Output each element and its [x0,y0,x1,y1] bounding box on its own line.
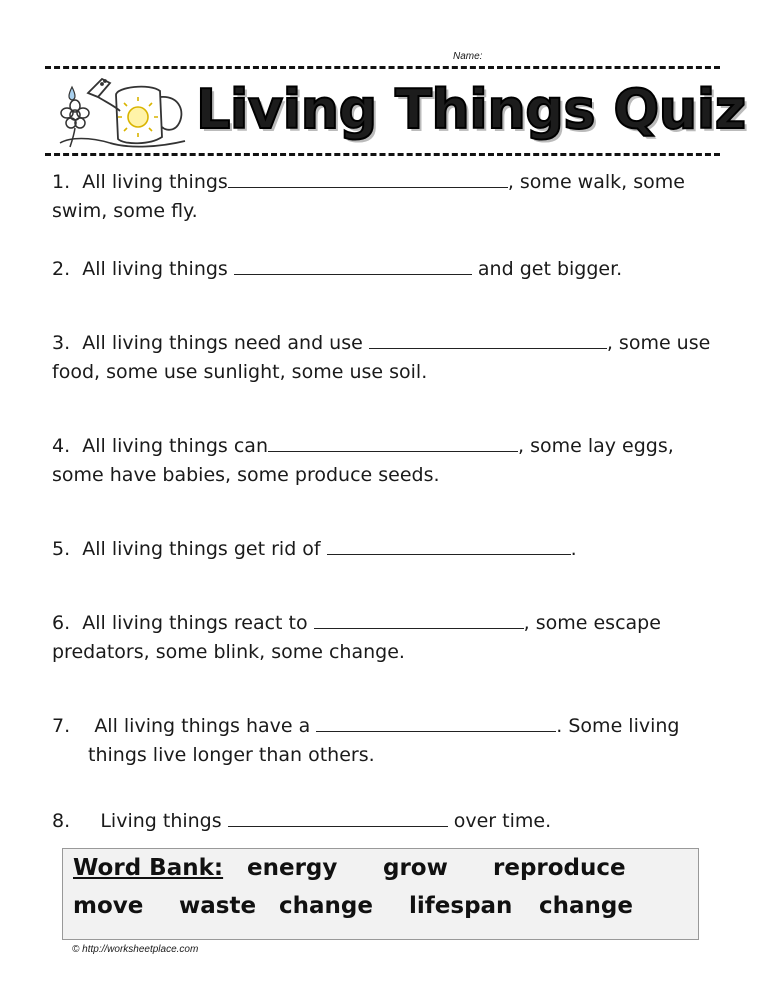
question-text: and get bigger. [471,258,623,280]
answer-blank[interactable] [327,536,571,555]
question-number: 4. [52,435,71,457]
word-bank-word: grow [383,855,448,881]
question-1-line-2: swim, some fly. [52,200,198,222]
word-bank-word: move [73,893,144,919]
question-text: , some use [606,332,711,354]
question-3-line-2: food, some use sunlight, some use soil. [52,361,428,383]
copyright-footer: © http://worksheetplace.com [72,944,199,955]
answer-blank[interactable] [234,256,472,275]
word-bank-word: lifespan [409,893,513,919]
question-text: All living things [82,258,234,280]
word-bank-word: energy [247,855,338,881]
bottom-dashed-divider [45,153,720,156]
question-number: 2. [52,258,71,280]
question-5 [52,535,577,564]
question-text: All living things have a [94,715,317,737]
answer-blank[interactable] [228,169,508,188]
answer-blank[interactable] [369,330,607,349]
water-drop-icon [69,87,75,100]
question-text: All living things need and use [82,332,369,354]
question-text: , some escape [523,612,661,634]
question-2 [52,255,622,284]
question-1 [52,168,685,197]
question-number: 1. [52,171,71,193]
answer-blank[interactable] [268,433,518,452]
top-dashed-divider [45,66,720,69]
question-6 [52,609,661,638]
question-text: All living things [82,171,228,193]
question-7-line-2: things live longer than others. [88,744,375,766]
word-bank [62,848,699,940]
word-bank-word: waste [179,893,257,919]
question-8 [52,807,551,836]
question-number: 3. [52,332,71,354]
watering-can-flower-sun-illustration [50,73,190,149]
word-bank-word: change [279,893,373,919]
question-6-line-2: predators, some blink, some change. [52,641,405,663]
question-number: 6. [52,612,71,634]
question-number: 5. [52,538,71,560]
word-bank-title: Word Bank: [73,855,224,881]
question-text: Living things [100,810,228,832]
word-bank-word: change [539,893,633,919]
question-7 [52,712,679,741]
question-4 [52,432,674,461]
question-text: , some walk, some [507,171,685,193]
question-3 [52,329,710,358]
question-text: . [570,538,577,560]
answer-blank[interactable] [314,610,524,629]
question-text: over time. [447,810,552,832]
question-text: All living things react to [82,612,314,634]
question-text: All living things can [82,435,268,457]
question-text: , some lay eggs, [518,435,674,457]
answer-blank[interactable] [228,808,448,827]
page-title: Living Things Quiz [196,78,746,141]
question-4-line-2: some have babies, some produce seeds. [52,464,440,486]
question-number: 7. [52,715,71,737]
word-bank-word: reproduce [493,855,626,881]
sun-icon [118,97,158,137]
answer-blank[interactable] [316,713,556,732]
question-text: All living things get rid of [82,538,327,560]
flower-icon [60,100,110,147]
question-text: . Some living [556,715,680,737]
name-label: Name: [453,51,483,62]
question-number: 8. [52,810,71,832]
